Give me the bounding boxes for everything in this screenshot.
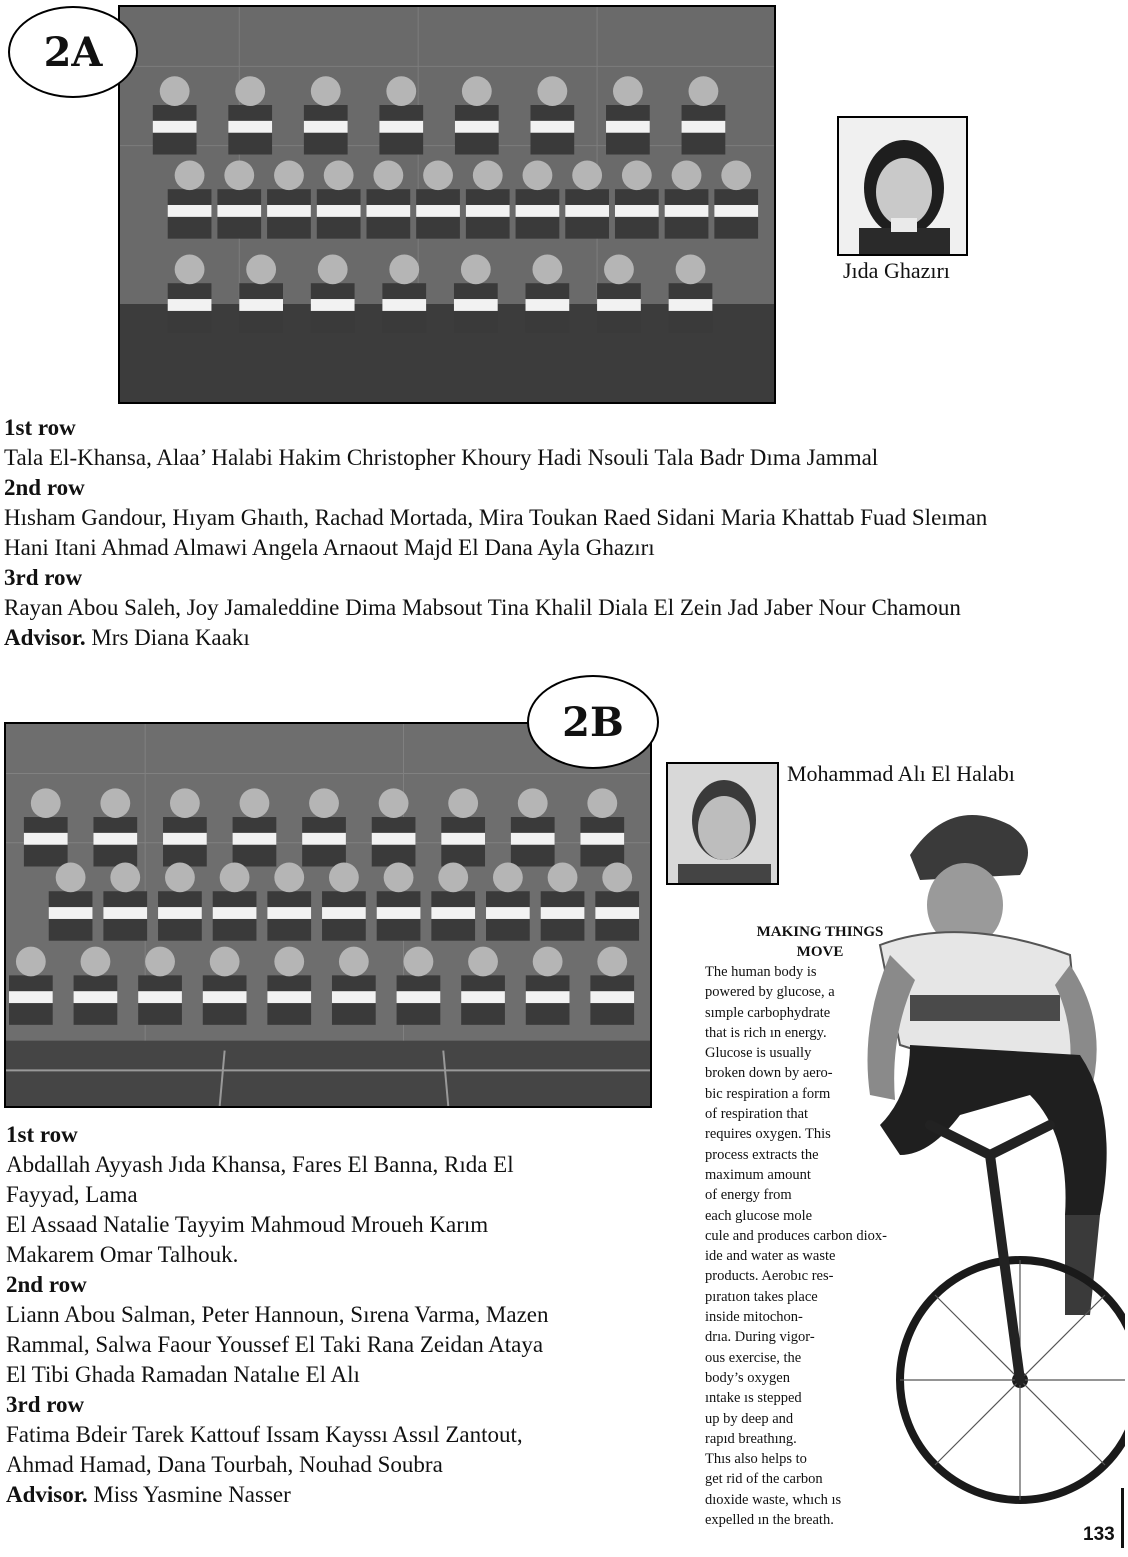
making-things-move-article [705,922,935,1530]
advisor-label: Advisor. [4,625,86,650]
class-2b-row-2 [6,1270,646,1390]
class-2b-badge [527,675,659,769]
article-line: each glucose mole [705,1207,813,1224]
class-2b-row-3 [6,1390,646,1480]
article-line: products. Aerobıc res- [705,1268,834,1285]
article-line: dıoxide waste, whıch ıs [705,1491,842,1508]
article-line: cule and produces carbon diox- [705,1227,887,1244]
article-line: get rid of the carbon [705,1471,823,1488]
article-line: powered by glucose, a [705,984,835,1001]
row-heading: 1st row [6,1122,78,1147]
article-line: of energy from [705,1187,792,1204]
article-line: sımple carbophydrate [705,1004,831,1021]
portrait-photo-boy [668,764,779,885]
class-2b-row-1 [6,1120,646,1270]
class-2a-badge-label: 2A [43,28,103,76]
class-2a-portrait [837,116,968,256]
article-line: broken down by aero- [705,1065,833,1082]
advisor-name: Miss Yasmine Nasser [87,1482,291,1507]
article-title-line: MAKING THINGS [756,924,884,940]
article-line: rapıd breathıng. [705,1430,797,1447]
article-line: The human body is [705,964,817,980]
article-title-line: MOVE [796,944,844,960]
class-2a-portrait-name: Jıda Ghazırı [843,258,950,283]
article-line: ıntake ıs stepped [705,1390,802,1407]
row-heading: 3rd row [6,1392,85,1417]
class-2a-badge [8,6,138,98]
class-2a-row-3 [4,563,1114,623]
article-line: of respiration that [705,1106,809,1123]
class-2b-photo-image [6,724,650,1106]
class-2b-names-caption [6,1120,646,1510]
article-line: bic respiration a form [705,1085,831,1102]
article-line: ide and water as waste [705,1248,836,1265]
row-names-line: El Assaad Natalie Tayyim Mahmoud Mroueh Karım [6,1212,489,1237]
row-heading: 1st row [4,415,76,440]
article-line: maximum amount [705,1166,811,1183]
article-line: up by deep and [705,1410,794,1427]
class-2a-names-caption [4,413,1114,653]
row-names-line: Rammal, Salwa Faour Youssef El Taki Rana Zeidan Ataya [6,1332,544,1357]
article-line: ous exercise, the [705,1349,802,1366]
row-heading: 2nd row [4,475,85,500]
article-line: requires oxygen. This [705,1126,831,1143]
class-2b-advisor [6,1480,646,1510]
class-2b-badge-label: 2B [562,698,624,746]
row-names-line: Abdallah Ayyash Jıda Khansa, Fares El Banna, Rıda El [6,1152,514,1177]
bicycle-frame [930,1125,1050,1380]
row-names-line: Makarem Omar Talhouk. [6,1242,239,1267]
row-heading: 3rd row [4,565,83,590]
article-line: Thıs also helps to [705,1451,807,1468]
row-names-line: Hani Itani Ahmad Almawi Angela Arnaout Majd El Dana Ayla Ghazırı [4,535,655,560]
row-names-line: Hısham Gandour, Hıyam Ghaıth, Rachad Mortada, Mira Toukan Raed Sidani Maria Khattab Fuad Sleıman [4,505,988,530]
row-heading: 2nd row [6,1272,87,1297]
article-body [705,962,935,1530]
row-names-line: El Tibi Ghada Ramadan Natalıe El Alı [6,1362,360,1387]
class-2a-photo-image [120,7,774,402]
article-line: pıratıon takes place [705,1288,818,1305]
page-number: 133 [1083,1524,1115,1545]
article-line: Glucose is usually [705,1045,812,1062]
advisor-name: Mrs Diana Kaakı [85,625,250,650]
class-2a-group-photo [118,5,776,404]
row-names-line: Rayan Abou Saleh, Joy Jamaleddine Dima Mabsout Tina Khalil Diala El Zein Jad Jaber Nour Chamoun [4,595,961,620]
row-names-line: Tala El-Khansa, Alaa’ Halabi Hakim Christopher Khoury Hadi Nsouli Tala Badr Dıma Jammal [4,445,879,470]
article-line: inside mitochon- [705,1309,803,1326]
article-line: body’s oxygen [705,1369,790,1386]
article-line: process extracts the [705,1146,819,1163]
class-2b-portrait [666,762,779,885]
class-2b-group-photo [4,722,652,1108]
class-2a-advisor [4,623,1114,653]
article-line: expelled ın the breath. [705,1512,834,1529]
row-names-line: Liann Abou Salman, Peter Hannoun, Sırena Varma, Mazen [6,1302,549,1327]
page-number-rule [1121,1488,1124,1548]
advisor-label: Advisor. [6,1482,88,1507]
article-line: drıa. During vigor- [705,1329,815,1346]
row-names-line: Fayyad, Lama [6,1182,138,1207]
row-names-line: Fatima Bdeir Tarek Kattouf Issam Kayssı Assıl Zantout, [6,1422,523,1447]
portrait-photo-girl [839,118,968,256]
class-2a-row-1 [4,413,1114,473]
class-2b-portrait-name: Mohammad Alı El Halabı [787,761,1015,786]
row-names-line: Ahmad Hamad, Dana Tourbah, Nouhad Soubra [6,1452,443,1477]
class-2a-row-2 [4,473,1114,563]
article-line: that is rich ın energy. [705,1024,827,1041]
